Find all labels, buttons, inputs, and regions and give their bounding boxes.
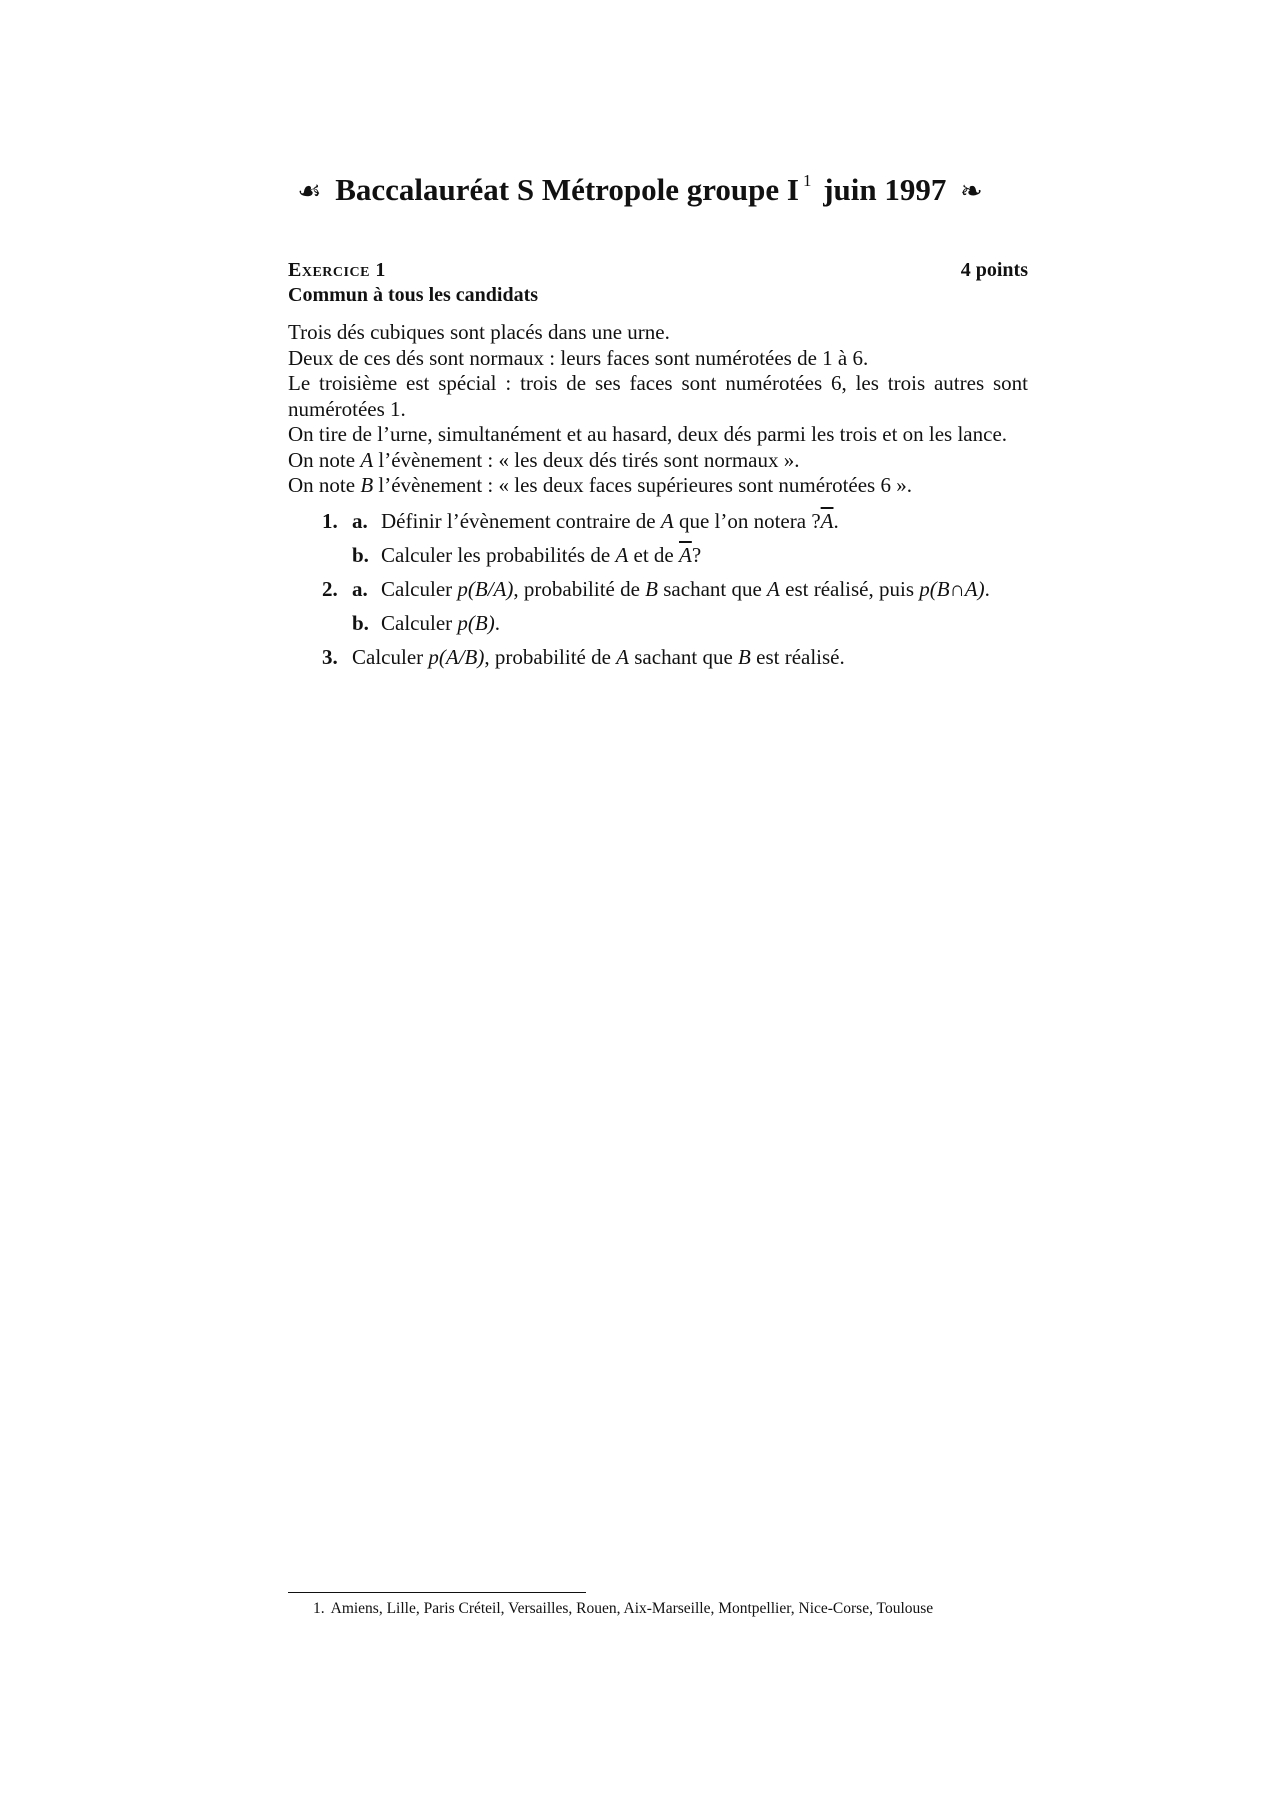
exercise-subtitle: Commun à tous les candidats	[288, 284, 539, 306]
question-text: Définir l’évènement contraire de A que l’on notera $?\overline{A}$.	[381, 508, 839, 533]
page-title	[0, 170, 1280, 211]
question-number: 1.	[322, 508, 338, 533]
exercise-intro	[288, 320, 1028, 499]
question-number: 3.	[322, 644, 338, 669]
exercise-section	[288, 258, 1028, 679]
footnote-number: 1.	[313, 1600, 325, 1617]
question-1a	[288, 509, 1028, 543]
intro-line: On tire de l’urne, simultanément et au hasard, deux dés parmi les trois et on les lance.	[288, 422, 1008, 446]
question-3	[288, 645, 1028, 679]
subquestion-label: b.	[352, 610, 369, 635]
title-text: Baccalauréat S Métropole groupe I	[335, 172, 799, 207]
title-date: juin 1997	[823, 172, 947, 207]
question-number: 2.	[322, 576, 338, 601]
footnote-rule	[288, 1592, 586, 1593]
footnote-reference: 1	[802, 171, 812, 190]
subquestion-label: a.	[352, 576, 368, 601]
subquestion-label: a.	[352, 508, 368, 533]
question-text: Calculer p(A/B), probabilité de A sachant que B est réalisé.	[352, 644, 845, 669]
question-1b	[288, 543, 1028, 577]
complement-a: $\overline{A}$	[679, 542, 692, 567]
intro-line: Le troisième est spécial : trois de ses faces sont numérotées 6, les trois autres sont numérotées 1.	[288, 371, 1028, 421]
question-text: Calculer les probabilités de A et de $\overline{A}$?	[381, 542, 702, 567]
var-b: B	[360, 473, 374, 497]
subquestion-label: b.	[352, 542, 369, 567]
var-a: A	[360, 447, 374, 472]
exercise-title: Exercice 1	[288, 259, 386, 281]
question-2a	[288, 577, 1028, 611]
question-text: Calculer p(B).	[381, 610, 500, 635]
exercise-header	[288, 258, 1028, 283]
question-text: Calculer p(B/A), probabilité de B sachant que A est réalisé, puis p(B∩A).	[381, 576, 990, 601]
intro-line-event-a: On note A l’évènement : « les deux dés tirés sont normaux ».	[288, 447, 800, 472]
left-ornament-icon: ☙	[297, 176, 322, 206]
question-2b	[288, 611, 1028, 645]
intro-line: Deux de ces dés sont normaux : leurs faces sont numérotées de 1 à 6.	[288, 345, 869, 370]
right-ornament-icon: ❧	[960, 176, 983, 206]
footnote-text: Amiens, Lille, Paris Créteil, Versailles, Rouen, Aix-Marseille, Montpellier, Nice-Corse, Toulouse	[330, 1600, 934, 1617]
exercise-points: 4 points	[960, 259, 1028, 281]
intro-line: Trois dés cubiques sont placés dans une urne.	[288, 320, 670, 344]
footnote	[313, 1599, 1073, 1619]
complement-a: $\overline{A}$	[820, 508, 834, 533]
intro-line-event-b: On note B l’évènement : « les deux faces supérieures sont numérotées 6 ».	[288, 473, 912, 497]
